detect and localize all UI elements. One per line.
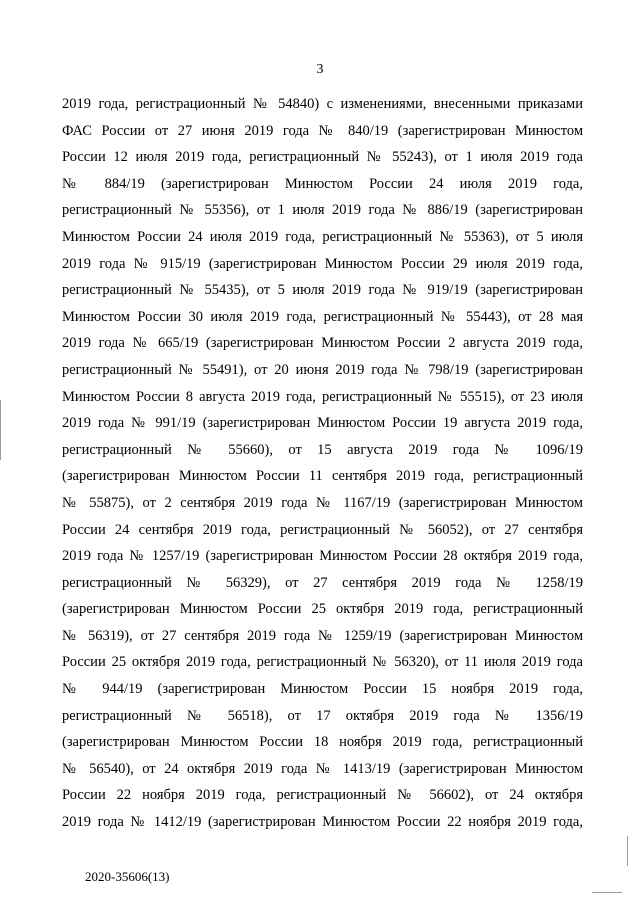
document-code: 2020-35606(13) [85,869,170,884]
text-line: России 24 сентября 2019 года, регистрационный № 56052), от 27 сентября [62,521,583,538]
text-line: (зарегистрирован Минюстом России 25 октября 2019 года, регистрационный [62,601,583,618]
text-line: Минюстом России 24 июля 2019 года, регистрационный № 55363), от 5 июля [62,228,583,245]
text-line: 2019 года № 1412/19 (зарегистрирован Минюстом России 22 ноября 2019 года, [62,814,583,831]
text-line: (зарегистрирован Минюстом России 11 сентября 2019 года, регистрационный [62,468,583,485]
text-line: России 12 июля 2019 года, регистрационный № 55243), от 1 июля 2019 года [62,149,583,166]
scan-edge-mark [627,836,628,866]
text-line: 2019 года № 915/19 (зарегистрирован Минюстом России 29 июля 2019 года, [62,255,583,272]
text-line: регистрационный № 55356), от 1 июля 2019 года № 886/19 (зарегистрирован [62,202,583,219]
text-line: 2019 года № 665/19 (зарегистрирован Минюстом России 2 августа 2019 года, [62,335,583,352]
body-text [62,91,583,836]
text-line: регистрационный № 55660), от 15 августа 2019 года № 1096/19 [62,441,583,458]
text-line: 2019 года № 1257/19 (зарегистрирован Минюстом России 28 октября 2019 года, [62,548,583,565]
text-line: России 25 октября 2019 года, регистрационный № 56320), от 11 июля 2019 года [62,654,583,671]
text-line: России 22 ноября 2019 года, регистрационный № 56602), от 24 октября [62,787,583,804]
text-line: № 56319), от 27 сентября 2019 года № 1259/19 (зарегистрирован Минюстом [62,627,583,644]
scan-edge-mark [0,400,1,460]
text-line: Минюстом России 8 августа 2019 года, регистрационный № 55515), от 23 июля [62,388,583,405]
text-line: Минюстом России 30 июля 2019 года, регистрационный № 55443), от 28 мая [62,308,583,325]
scan-edge-mark [592,892,622,893]
text-line: № 884/19 (зарегистрирован Минюстом России 24 июля 2019 года, [62,175,583,192]
text-line: регистрационный № 56329), от 27 сентября 2019 года № 1258/19 [62,574,583,591]
text-line: регистрационный № 56518), от 17 октября 2019 года № 1356/19 [62,707,583,724]
text-line: 2019 года, регистрационный № 54840) с изменениями, внесенными приказами [62,96,583,112]
text-line: № 55875), от 2 сентября 2019 года № 1167/19 (зарегистрирован Минюстом [62,494,583,511]
text-line: регистрационный № 55491), от 20 июня 2019 года № 798/19 (зарегистрирован [62,361,583,378]
text-line: № 944/19 (зарегистрирован Минюстом России 15 ноября 2019 года, [62,681,583,698]
text-line: (зарегистрирован Минюстом России 18 ноября 2019 года, регистрационный [62,734,583,751]
text-line: № 56540), от 24 октября 2019 года № 1413/19 (зарегистрирован Минюстом [62,760,583,777]
text-line: регистрационный № 55435), от 5 июля 2019 года № 919/19 (зарегистрирован [62,282,583,299]
page-number: 3 [316,62,324,77]
text-line: ФАС России от 27 июня 2019 года № 840/19 (зарегистрирован Минюстом [62,122,583,139]
text-line: 2019 года № 991/19 (зарегистрирован Минюстом России 19 августа 2019 года, [62,415,583,432]
